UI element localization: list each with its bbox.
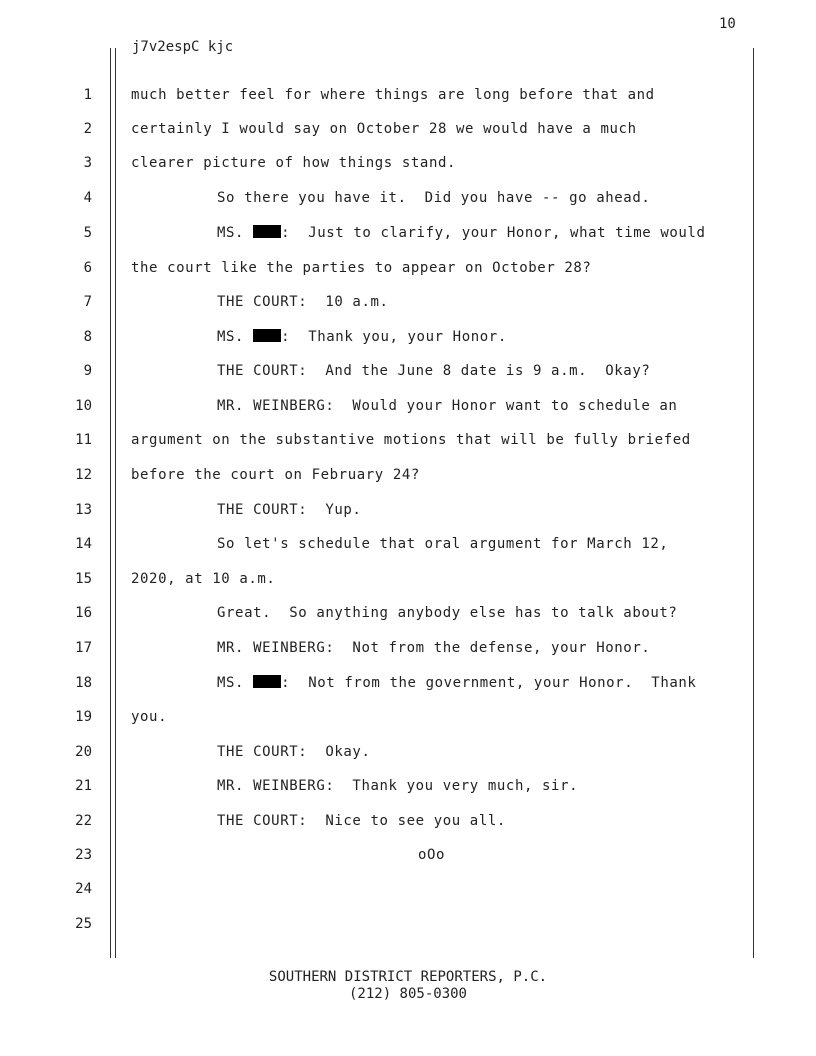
line-text: THE COURT: Nice to see you all. — [217, 813, 506, 829]
transcript-line — [0, 847, 816, 869]
line-number: 14 — [75, 536, 92, 552]
line-number: 8 — [83, 329, 92, 345]
transcript-line — [0, 536, 816, 558]
line-number: 13 — [75, 502, 92, 518]
transcript-line — [0, 260, 816, 282]
line-number: 6 — [83, 260, 92, 276]
line-text: So let's schedule that oral argument for March 12, — [217, 536, 669, 552]
transcript-line — [0, 294, 816, 316]
transcript-line — [0, 225, 816, 247]
line-number: 17 — [75, 640, 92, 656]
page-number: 10 — [719, 16, 736, 32]
line-text: MR. WEINBERG: Not from the defense, your Honor. — [217, 640, 651, 656]
line-number: 3 — [83, 155, 92, 171]
transcript-line — [0, 778, 816, 800]
transcript-line — [0, 432, 816, 454]
transcript-line — [0, 329, 816, 351]
speaker-label: MS. — [217, 675, 245, 691]
line-number: 2 — [83, 121, 92, 137]
transcript-line — [0, 398, 816, 420]
line-number: 11 — [75, 432, 92, 448]
line-text: before the court on February 24? — [131, 467, 420, 483]
line-text: clearer picture of how things stand. — [131, 155, 457, 171]
transcript-line — [0, 467, 816, 489]
footer-phone: (212) 805-0300 — [348, 986, 467, 1002]
transcript-line — [0, 881, 816, 903]
line-text — [217, 675, 696, 691]
line-number: 24 — [75, 881, 92, 897]
line-number: 15 — [75, 571, 92, 587]
transcript-line — [0, 675, 816, 697]
footer-reporter: SOUTHERN DISTRICT REPORTERS, P.C. — [268, 969, 548, 985]
transcript-line — [0, 605, 816, 627]
line-text: much better feel for where things are long before that and — [131, 87, 655, 103]
line-number: 23 — [75, 847, 92, 863]
line-text: you. — [131, 709, 168, 725]
line-text: argument on the substantive motions that will be fully briefed — [131, 432, 691, 448]
line-text: THE COURT: 10 a.m. — [217, 294, 389, 310]
transcript-line — [0, 709, 816, 731]
line-text: MR. WEINBERG: Would your Honor want to schedule an — [217, 398, 678, 414]
line-number: 16 — [75, 605, 92, 621]
redaction-bar — [253, 225, 281, 238]
line-text — [217, 329, 507, 345]
line-number: 21 — [75, 778, 92, 794]
section-divider: oOo — [418, 847, 446, 863]
transcript-line — [0, 155, 816, 177]
line-text: THE COURT: Yup. — [217, 502, 362, 518]
transcript-line — [0, 121, 816, 143]
transcript-line — [0, 87, 816, 109]
transcript-line — [0, 363, 816, 385]
line-number: 7 — [83, 294, 92, 310]
line-text: the court like the parties to appear on October 28? — [131, 260, 592, 276]
transcript-line — [0, 640, 816, 662]
line-number: 20 — [75, 744, 92, 760]
line-number: 22 — [75, 813, 92, 829]
redaction-bar — [253, 329, 281, 342]
transcript-line — [0, 744, 816, 766]
line-number: 1 — [83, 87, 92, 103]
line-text: MR. WEINBERG: Thank you very much, sir. — [217, 778, 579, 794]
line-number: 19 — [75, 709, 92, 725]
case-code: j7v2espC kjc — [132, 39, 234, 55]
line-text — [217, 225, 705, 241]
line-text: 2020, at 10 a.m. — [131, 571, 276, 587]
line-number: 25 — [75, 916, 92, 932]
line-text: So there you have it. Did you have -- go ahead. — [217, 190, 651, 206]
transcript-line — [0, 916, 816, 938]
transcript-line — [0, 190, 816, 212]
line-text: Great. So anything anybody else has to talk about? — [217, 605, 678, 621]
line-text: THE COURT: And the June 8 date is 9 a.m. Okay? — [217, 363, 651, 379]
speech-text: : Not from the government, your Honor. Thank — [281, 675, 697, 691]
transcript-line — [0, 571, 816, 593]
line-number: 9 — [83, 363, 92, 379]
redaction-bar — [253, 675, 281, 688]
line-text: certainly I would say on October 28 we would have a much — [131, 121, 637, 137]
speech-text: : Just to clarify, your Honor, what time would — [281, 225, 706, 241]
transcript-line — [0, 502, 816, 524]
speaker-label: MS. — [217, 225, 245, 241]
line-number: 18 — [75, 675, 92, 691]
line-number: 12 — [75, 467, 92, 483]
line-number: 5 — [83, 225, 92, 241]
line-text: THE COURT: Okay. — [217, 744, 371, 760]
speaker-label: MS. — [217, 329, 245, 345]
speech-text: : Thank you, your Honor. — [281, 329, 507, 345]
line-number: 10 — [75, 398, 92, 414]
transcript-line — [0, 813, 816, 835]
line-number: 4 — [83, 190, 92, 206]
